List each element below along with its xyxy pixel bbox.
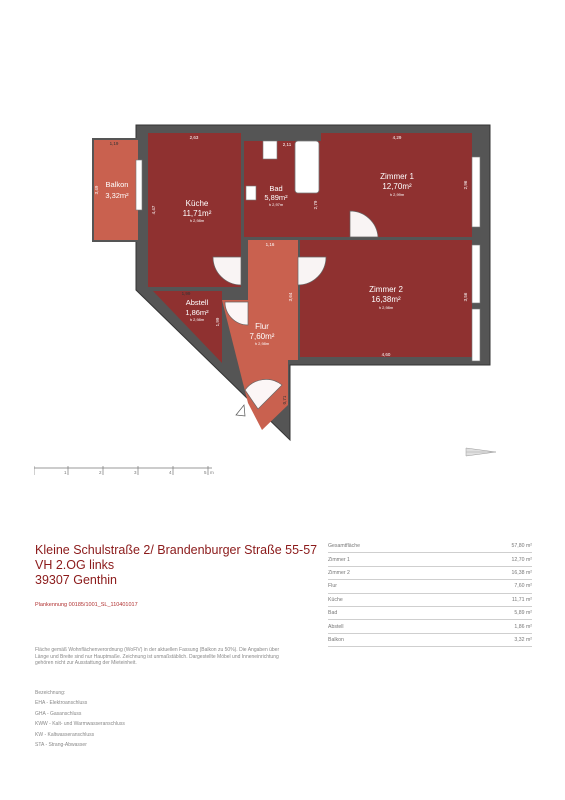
dim-flur-bottom: 0,71 — [282, 395, 287, 405]
bathtub — [295, 141, 319, 193]
legend-item: GHA - Gasanschluss — [35, 710, 82, 717]
abstell-name: Abstell — [185, 298, 209, 307]
area-value: 7,60 m² — [514, 583, 532, 590]
zimmer1-area: 12,70m² — [382, 182, 412, 191]
area-table — [328, 540, 532, 647]
kueche-area: 11,71m² — [182, 209, 212, 218]
area-row — [328, 567, 532, 580]
area-row — [328, 594, 532, 607]
scale-label-5: 5 — [204, 470, 207, 475]
north-arrow-icon — [466, 448, 496, 456]
area-value: 12,70 m² — [511, 556, 532, 563]
area-row — [328, 580, 532, 593]
bad-area: 5,89m² — [264, 193, 288, 202]
area-row-total — [328, 540, 532, 553]
scale-label-2: 2 — [99, 470, 102, 475]
scale-label-unit: m — [210, 470, 214, 475]
dim-abstell-side: 1,99 — [215, 317, 220, 327]
dim-kueche-top: 2,63 — [189, 135, 199, 140]
address-line-3: 39307 Genthin — [35, 573, 118, 587]
kueche-height: h 2,98m — [189, 218, 205, 223]
bath-shaft — [263, 141, 277, 159]
bad-name: Bad — [269, 184, 283, 193]
flur-name: Flur — [255, 322, 269, 331]
address-line-2: VH 2.OG links — [35, 558, 115, 572]
legend — [35, 688, 125, 750]
dim-zimmer1-top: 4,29 — [392, 135, 402, 140]
legend-item: KWW - Kalt- und Warmwasseranschluss — [35, 721, 125, 728]
area-label: Bad — [328, 610, 338, 617]
area-note: Fläche gemäß Wohnflächenverordnung (WoFlV) in der aktuellen Fassung (Balkon zu 50%). Die Angaben über Länge und Breite sind nur Hauptmaße. Zeichnung ist unmaßstäblich. Dargestellte Möbel und Inneneinrichtung gehören nicht zur Ausstattung der Mieteinheit. — [35, 647, 280, 667]
dim-bad-side: 2,79 — [313, 200, 318, 210]
dim-zimmer2-right: 3,56 — [463, 292, 468, 302]
dim-zimmer2-bottom: 4,60 — [381, 352, 391, 357]
flur-area: 7,60m² — [249, 332, 275, 341]
address-line-1: Kleine Schulstraße 2/ Brandenburger Straße 55-57 — [35, 543, 318, 557]
legend-item: STA - Strang-Abwasser — [35, 742, 87, 749]
balcony-area — [93, 139, 139, 241]
scale-label-1: 1 — [64, 470, 67, 475]
zimmer1-name: Zimmer 1 — [380, 172, 414, 181]
balkon-name: Balkon — [105, 180, 129, 189]
area-row — [328, 607, 532, 620]
area-row — [328, 634, 532, 647]
area-value: 11,71 m² — [511, 596, 532, 603]
area-value: 5,89 m² — [514, 610, 532, 617]
legend-item: EHA - Elektroanschluss — [35, 700, 88, 707]
dim-abstell-top: 1,99 — [181, 291, 191, 296]
bad-height: h 2,97m — [268, 202, 284, 207]
area-value: 16,38 m² — [511, 569, 532, 576]
abstell-area: 1,86m² — [185, 308, 209, 317]
abstell-height: h 2,98m — [189, 317, 205, 322]
area-row — [328, 553, 532, 566]
dim-flur-top: 1,16 — [265, 242, 275, 247]
area-value: 57,80 m² — [511, 543, 532, 550]
zimmer2-name: Zimmer 2 — [369, 285, 403, 294]
entrance-arrow-icon — [236, 405, 245, 416]
area-value: 1,86 m² — [514, 623, 532, 630]
area-label: Flur — [328, 583, 337, 590]
plan-id: Plankennung 00185/1001_SL_110401017 — [35, 602, 138, 608]
dim-bad-top: 2,11 — [282, 142, 292, 147]
dim-zimmer1-side: 2,96 — [463, 180, 468, 190]
zimmer2-height: h 2,98m — [378, 305, 394, 310]
dim-balkon-side: 3,49 — [94, 185, 99, 195]
scale-label-4: 4 — [169, 470, 172, 475]
area-label: Balkon — [328, 636, 344, 643]
dim-zimmer2-left: 3,64 — [288, 292, 293, 302]
legend-item: KW - Kaltwasseranschluss — [35, 731, 95, 738]
kueche-name: Küche — [185, 199, 209, 208]
toilet — [246, 186, 256, 200]
balkon-area: 3,32m² — [105, 191, 129, 200]
area-label: Zimmer 2 — [328, 569, 350, 576]
dim-balkon-top: 1,19 — [109, 141, 119, 146]
area-row — [328, 620, 532, 633]
zimmer2-area: 16,38m² — [371, 295, 401, 304]
area-value: 3,32 m² — [514, 636, 532, 643]
scale-bar — [34, 466, 234, 478]
area-label: Abstell — [328, 623, 344, 630]
legend-title: Bezeichnung: — [35, 690, 66, 696]
address-block — [35, 543, 335, 588]
area-label: Gesamtfläche — [328, 543, 361, 550]
area-label: Zimmer 1 — [328, 556, 350, 563]
flur-height: h 2,98m — [254, 341, 270, 346]
scale-label-3: 3 — [134, 470, 137, 475]
dim-kueche-side: 4,47 — [151, 205, 156, 215]
zimmer1-height: h 2,99m — [389, 192, 405, 197]
area-label: Küche — [328, 596, 343, 603]
